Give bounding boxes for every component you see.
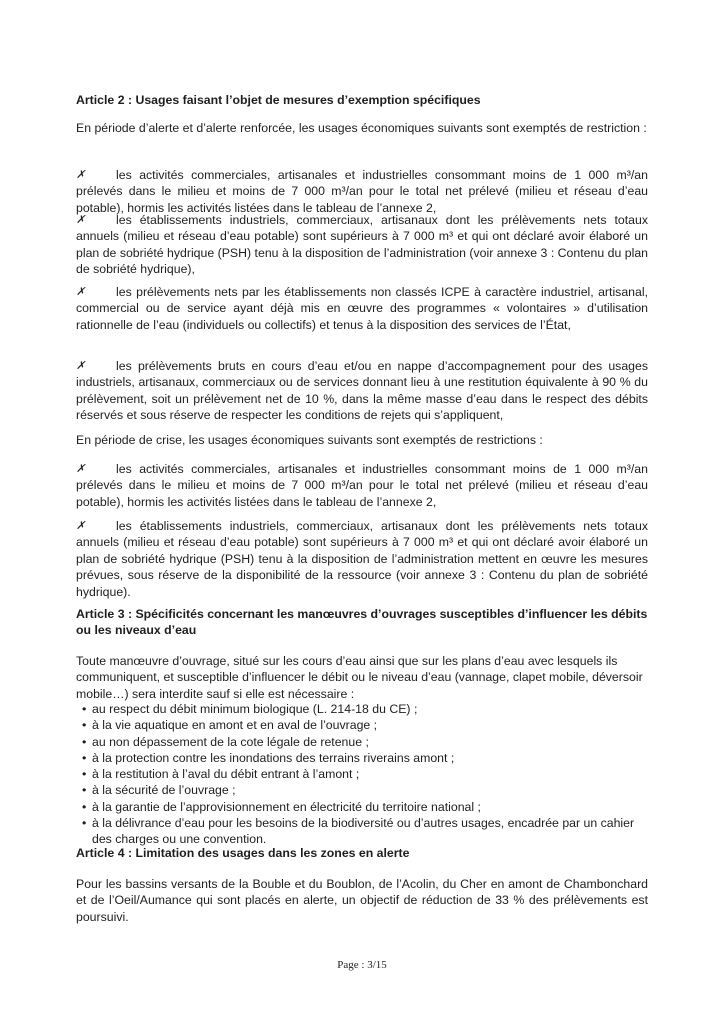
article-2-title: Article 2 : Usages faisant l’objet de mesures d’exemption spécifiques [76,93,481,107]
list-item-text: les établissements industriels, commerciaux, artisanaux dont les prélèvements nets totaux annuels (milieu et réseau d’eau potable) sont supérieurs à 7 000 m³ et qui ont déclaré avoir élaboré un plan de sobriété hydrique (PSH) tenu à la disposition de l’administration (voir annexe 3 : Contenu du plan de sobriété hydrique), [76,213,648,277]
list-item-text: les activités commerciales, artisanales et industrielles consommant moins de 1 000 m³/an prélevés dans le milieu et moins de 7 000 m³/an pour le total net prélevé (milieu et réseau d’eau potable), hormis les activités listées dans le tableau de l’annexe 2, [76,168,648,215]
article-4-title: Article 4 : Limitation des usages dans les zones en alerte [76,846,410,860]
list-item: • à la protection contre les inondations des terrains riverains amont ; [82,750,648,766]
list-item: • au respect du débit minimum biologique (L. 214-18 du CE) ; [82,701,648,717]
page-number: Page : 3/15 [337,959,387,971]
article-3-title: Article 3 : Spécificités concernant les manœuvres d’ouvrages susceptibles d’influencer les débits ou les niveaux d’eau [76,607,648,638]
list-item-text: les activités commerciales, artisanales et industrielles consommant moins de 1 000 m³/an prélevés dans le milieu et moins de 7 000 m³/an pour le total net prélevé (milieu et réseau d’eau potable), hormis les activités listées dans le tableau de l’annexe 2, [76,462,648,509]
article-3-bullet-list [82,701,648,848]
list-item: • à la vie aquatique en amont et en aval de l’ouvrage ; [82,717,648,733]
list-item: • au non dépassement de la cote légale de retenue ; [82,734,648,750]
cross-mark-icon: ✗ [76,463,86,475]
list-item [76,358,648,424]
list-item [76,284,648,333]
list-item-text: les prélèvements nets par les établissements non classés ICPE à caractère industriel, artisanal, commercial ou de service ayant déjà mis en œuvre des programmes « volontaires » d’utilisation rationnelle de l’eau (individuels ou collectifs) et tenus à la disposition des services de l’État, [76,285,648,332]
list-item [76,518,648,600]
article-2-intro-crise: En période de crise, les usages économiques suivants sont exemptés de restrictions : [76,433,543,447]
cross-mark-icon: ✗ [76,360,86,372]
list-item: • à la garantie de l’approvisionnement en électricité du territoire national ; [82,799,648,815]
list-item [76,167,648,216]
list-item [76,212,648,278]
cross-mark-icon: ✗ [76,214,86,226]
article-4-body: Pour les bassins versants de la Bouble et du Boublon, de l’Acolin, du Cher en amont de Chambonchard et de l’Oeil/Aumance qui sont placés en alerte, un objectif de réduction de 33 % des prélèvements est poursuivi. [76,877,648,924]
list-item [76,461,648,510]
list-item: • à la sécurité de l’ouvrage ; [82,782,648,798]
cross-mark-icon: ✗ [76,520,86,532]
list-item-text: les établissements industriels, commerciaux, artisanaux dont les prélèvements nets totaux annuels (milieu et réseau d’eau potable) sont supérieurs à 7 000 m³ et qui ont déclaré avoir élaboré un plan de sobriété hydrique (PSH) tenu à la disposition de l’administration mettent en œuvre les mesures prévues, sous réserve de la disponibilité de la ressource (voir annexe 3 : Contenu du plan de sobriété hydrique). [76,519,648,599]
list-item: • à la délivrance d’eau pour les besoins de la biodiversité ou d’autres usages, encadrée par un cahier des charges ou une convention. [82,815,648,848]
article-2-intro-alerte: En période d’alerte et d’alerte renforcée, les usages économiques suivants sont exemptés de restriction : [76,121,647,135]
list-item: • à la restitution à l’aval du débit entrant à l’amont ; [82,766,648,782]
cross-mark-icon: ✗ [76,286,86,298]
article-3-intro: Toute manœuvre d’ouvrage, situé sur les cours d’eau ainsi que sur les plans d’eau avec lesquels ils communiquent, et susceptible d’influencer le débit ou le niveau d’eau (vannage, clapet mobile, déversoir mobile…) sera interdite sauf si elle est nécessaire : [76,654,643,701]
cross-mark-icon: ✗ [76,169,86,181]
list-item-text: les prélèvements bruts en cours d’eau et/ou en nappe d’accompagnement pour des usages industriels, artisanaux, commerciaux ou de services donnant lieu à une restitution équivalente à 90 % du prélèvement, soit un prélèvement net de 10 %, dans la même masse d’eau dans le respect des débits réservés et sous réserve de respecter les conditions de rejets qui s’appliquent, [76,359,648,423]
